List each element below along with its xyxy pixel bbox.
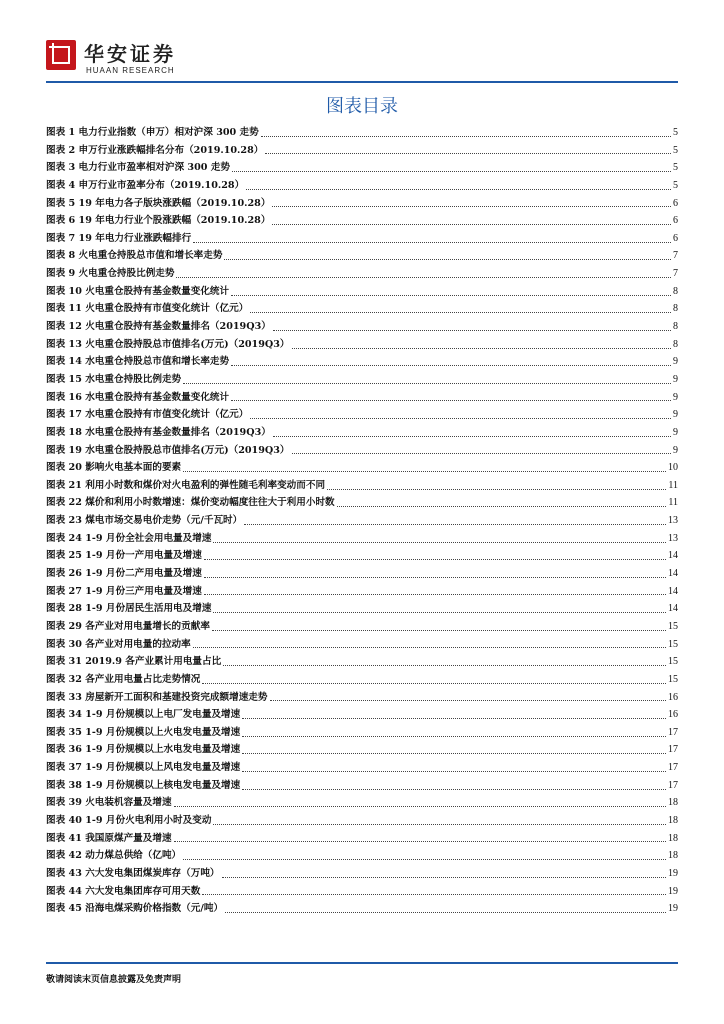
- toc-entry-page: 18: [668, 850, 678, 862]
- toc-leader-dots: [183, 382, 671, 384]
- toc-entry[interactable]: [46, 600, 678, 618]
- footer-disclaimer: 敬请阅读末页信息披露及免责声明: [46, 975, 182, 985]
- toc-entry-label: 图表 25 1-9 月份一产用电量及增速: [46, 550, 202, 562]
- toc-entry[interactable]: [46, 318, 678, 336]
- toc-entry[interactable]: [46, 442, 678, 460]
- toc-entry-label: 图表 24 1-9 月份全社会用电量及增速: [46, 532, 212, 544]
- toc-entry-label: 图表 9 火电重仓持股比例走势: [46, 268, 175, 280]
- toc-leader-dots: [242, 770, 666, 772]
- toc-entry-page: 15: [668, 656, 678, 668]
- toc-leader-dots: [231, 294, 671, 296]
- toc-entry-page: 15: [668, 638, 678, 650]
- toc-entry-label: 图表 32 各产业用电量占比走势情况: [46, 673, 201, 685]
- toc-entry[interactable]: [46, 636, 678, 654]
- toc-entry-page: 17: [668, 726, 678, 738]
- toc-entry[interactable]: [46, 724, 678, 742]
- toc-entry-label: 图表 43 六大发电集团煤炭库存（万吨）: [46, 867, 220, 879]
- toc-entry-page: 8: [673, 321, 678, 333]
- toc-entry-page: 19: [668, 903, 678, 915]
- toc-entry-page: 8: [673, 303, 678, 315]
- toc-leader-dots: [213, 541, 666, 543]
- toc-entry[interactable]: [46, 212, 678, 230]
- toc-entry[interactable]: [46, 406, 678, 424]
- toc-leader-dots: [242, 717, 666, 719]
- toc-entry[interactable]: [46, 230, 678, 248]
- toc-entry[interactable]: [46, 195, 678, 213]
- toc-entry[interactable]: [46, 618, 678, 636]
- toc-leader-dots: [292, 347, 671, 349]
- toc-leader-dots: [204, 558, 666, 560]
- toc-entry[interactable]: [46, 336, 678, 354]
- toc-leader-dots: [193, 646, 666, 648]
- toc-entry-page: 7: [673, 268, 678, 280]
- toc-entry-page: 5: [673, 127, 678, 138]
- toc-entry-page: 9: [673, 426, 678, 438]
- toc-leader-dots: [337, 505, 667, 507]
- toc-entry[interactable]: [46, 283, 678, 301]
- toc-entry[interactable]: [46, 847, 678, 865]
- toc-leader-dots: [193, 241, 671, 243]
- toc-entry[interactable]: [46, 565, 678, 583]
- toc-leader-dots: [183, 470, 666, 472]
- toc-entry[interactable]: [46, 689, 678, 707]
- toc-entry-page: 9: [673, 356, 678, 368]
- toc-entry[interactable]: [46, 247, 678, 265]
- toc-entry-page: 18: [668, 797, 678, 809]
- toc-entry-label: 图表 35 1-9 月份规模以上火电发电量及增速: [46, 726, 241, 738]
- toc-entry-page: 18: [668, 832, 678, 844]
- toc-entry-page: 9: [673, 444, 678, 456]
- toc-entry-label: 图表 10 火电重仓股持有基金数量变化统计: [46, 285, 230, 297]
- toc-leader-dots: [204, 576, 666, 578]
- toc-entry-label: 图表 16 水电重仓股持有基金数量变化统计: [46, 391, 230, 403]
- toc-entry-label: 图表 30 各产业对用电量的拉动率: [46, 638, 191, 650]
- toc-leader-dots: [204, 593, 666, 595]
- toc-entry-page: 6: [673, 197, 678, 209]
- toc-entry-label: 图表 44 六大发电集团库存可用天数: [46, 885, 201, 897]
- toc-entry-page: 5: [673, 162, 678, 174]
- toc-entry-page: 19: [668, 867, 678, 879]
- toc-entry-label: 图表 13 火电重仓股持股总市值排名(万元)（2019Q3）: [46, 338, 290, 350]
- toc-entry-page: 11: [668, 479, 678, 491]
- toc-entry[interactable]: [46, 177, 678, 195]
- toc-entry-page: 19: [668, 885, 678, 897]
- toc-entry-page: 14: [668, 550, 678, 562]
- toc-entry[interactable]: [46, 741, 678, 759]
- toc-entry-label: 图表 5 19 年电力各子版块涨跌幅（2019.10.28）: [46, 197, 271, 209]
- toc-entry[interactable]: [46, 424, 678, 442]
- toc-entry-label: 图表 8 火电重仓持股总市值和增长率走势: [46, 250, 223, 262]
- toc-entry[interactable]: [46, 371, 678, 389]
- toc-entry-page: 14: [668, 585, 678, 597]
- toc-entry-page: 14: [668, 568, 678, 580]
- toc-entry[interactable]: [46, 653, 678, 671]
- toc-entry-label: 图表 23 煤电市场交易电价走势（元/千瓦时）: [46, 515, 243, 527]
- toc-entry[interactable]: [46, 883, 678, 901]
- toc-entry[interactable]: [46, 159, 678, 177]
- toc-entry-page: 9: [673, 409, 678, 421]
- toc-entry[interactable]: [46, 530, 678, 548]
- toc-entry-label: 图表 31 2019.9 各产业累计用电量占比: [46, 656, 222, 668]
- toc-entry-label: 图表 14 水电重仓持股总市值和增长率走势: [46, 356, 230, 368]
- brand-name-cn: 华安证券: [84, 42, 176, 66]
- toc-leader-dots: [242, 788, 666, 790]
- toc-entry[interactable]: [46, 494, 678, 512]
- toc-leader-dots: [265, 152, 671, 154]
- toc-entry-page: 7: [673, 250, 678, 262]
- toc-entry[interactable]: [46, 706, 678, 724]
- toc-leader-dots: [244, 523, 666, 525]
- toc-entry[interactable]: [46, 759, 678, 777]
- toc-entry-label: 图表 2 申万行业涨跌幅排名分布（2019.10.28）: [46, 144, 264, 156]
- toc-entry-label: 图表 39 火电装机容量及增速: [46, 797, 172, 809]
- huaan-logo-icon: [46, 40, 76, 70]
- toc-leader-dots: [270, 699, 667, 701]
- toc-leader-dots: [213, 611, 666, 613]
- toc-leader-dots: [250, 417, 671, 419]
- toc-entry[interactable]: [46, 671, 678, 689]
- toc-entry-page: 9: [673, 391, 678, 403]
- toc-entry-page: 6: [673, 215, 678, 227]
- toc-entry[interactable]: [46, 265, 678, 283]
- toc-leader-dots: [231, 399, 671, 401]
- toc-entry-label: 图表 19 水电重仓股持股总市值排名(万元)（2019Q3）: [46, 444, 290, 456]
- toc-entry-label: 图表 21 利用小时数和煤价对火电盈利的弹性随毛利率变动而不同: [46, 479, 326, 491]
- toc-leader-dots: [224, 258, 671, 260]
- toc-leader-dots: [273, 435, 671, 437]
- toc-entry[interactable]: [46, 777, 678, 795]
- toc-entry-label: 图表 3 电力行业市盈率相对沪深 300 走势: [46, 162, 230, 174]
- toc-title: 图表目录: [326, 96, 398, 117]
- toc-entry-page: 10: [668, 462, 678, 474]
- toc-leader-dots: [225, 911, 666, 913]
- toc-entry[interactable]: [46, 812, 678, 830]
- toc-leader-dots: [261, 135, 671, 137]
- toc-entry-page: 17: [668, 744, 678, 756]
- toc-entry[interactable]: [46, 794, 678, 812]
- toc-entry-label: 图表 40 1-9 月份火电利用小时及变动: [46, 814, 212, 826]
- toc-entry[interactable]: [46, 547, 678, 565]
- toc-leader-dots: [272, 205, 671, 207]
- toc-entry-page: 15: [668, 620, 678, 632]
- toc-entry-label: 图表 38 1-9 月份规模以上核电发电量及增速: [46, 779, 241, 791]
- toc-leader-dots: [273, 329, 671, 331]
- toc-list: [46, 124, 678, 918]
- toc-leader-dots: [327, 488, 666, 490]
- toc-entry-label: 图表 22 煤价和利用小时数增速：煤价变动幅度往往大于利用小时数: [46, 497, 335, 509]
- toc-entry[interactable]: [46, 300, 678, 318]
- toc-entry-label: 图表 34 1-9 月份规模以上电厂发电量及增速: [46, 709, 241, 721]
- toc-entry-label: 图表 17 水电重仓股持有市值变化统计（亿元）: [46, 409, 249, 421]
- report-header: [46, 40, 678, 86]
- toc-entry[interactable]: [46, 900, 678, 918]
- toc-entry-label: 图表 18 水电重仓股持有基金数量排名（2019Q3）: [46, 426, 271, 438]
- toc-entry[interactable]: [46, 512, 678, 530]
- toc-entry-page: 9: [673, 373, 678, 385]
- toc-entry[interactable]: [46, 583, 678, 601]
- toc-entry[interactable]: [46, 353, 678, 371]
- toc-entry-label: 图表 12 火电重仓股持有基金数量排名（2019Q3）: [46, 321, 271, 333]
- toc-leader-dots: [174, 840, 666, 842]
- toc-entry-page: 17: [668, 779, 678, 791]
- toc-entry[interactable]: [46, 124, 678, 142]
- toc-entry-label: 图表 36 1-9 月份规模以上水电发电量及增速: [46, 744, 241, 756]
- toc-leader-dots: [231, 364, 671, 366]
- toc-entry-page: 17: [668, 762, 678, 774]
- toc-leader-dots: [202, 682, 666, 684]
- footer-divider: [46, 962, 678, 964]
- toc-leader-dots: [223, 664, 666, 666]
- toc-entry-label: 图表 28 1-9 月份居民生活用电及增速: [46, 603, 212, 615]
- toc-leader-dots: [222, 876, 666, 878]
- toc-entry-label: 图表 27 1-9 月份三产用电量及增速: [46, 585, 202, 597]
- toc-entry-page: 16: [668, 691, 678, 703]
- toc-entry-page: 13: [668, 515, 678, 527]
- toc-entry-page: 13: [668, 532, 678, 544]
- toc-leader-dots: [176, 276, 671, 278]
- toc-entry-label: 图表 4 申万行业市盈率分布（2019.10.28）: [46, 179, 245, 191]
- toc-entry-page: 6: [673, 232, 678, 244]
- brand-name-en: HUAAN RESEARCH: [86, 66, 175, 75]
- toc-entry-page: 8: [673, 338, 678, 350]
- toc-entry[interactable]: [46, 389, 678, 407]
- toc-leader-dots: [242, 735, 666, 737]
- toc-entry-label: 图表 29 各产业对用电量增长的贡献率: [46, 620, 210, 632]
- toc-entry-page: 11: [668, 497, 678, 509]
- toc-entry-page: 16: [668, 709, 678, 721]
- toc-entry-label: 图表 45 沿海电煤采购价格指数（元/吨）: [46, 903, 224, 915]
- toc-leader-dots: [232, 170, 671, 172]
- toc-leader-dots: [292, 452, 671, 454]
- toc-entry[interactable]: [46, 865, 678, 883]
- toc-leader-dots: [212, 629, 666, 631]
- toc-entry-page: 18: [668, 814, 678, 826]
- toc-entry[interactable]: [46, 830, 678, 848]
- toc-entry-page: 8: [673, 285, 678, 297]
- toc-leader-dots: [202, 893, 666, 895]
- toc-leader-dots: [272, 223, 671, 225]
- toc-entry-label: 图表 33 房屋新开工面积和基建投资完成额增速走势: [46, 691, 268, 703]
- toc-leader-dots: [213, 823, 666, 825]
- toc-entry-label: 图表 41 我国原煤产量及增速: [46, 832, 172, 844]
- toc-entry-page: 5: [673, 144, 678, 156]
- toc-entry-page: 14: [668, 603, 678, 615]
- toc-entry-label: 图表 20 影响火电基本面的要素: [46, 462, 182, 474]
- toc-entry[interactable]: [46, 477, 678, 495]
- toc-entry-label: 图表 26 1-9 月份二产用电量及增速: [46, 568, 202, 580]
- toc-leader-dots: [250, 311, 671, 313]
- toc-entry[interactable]: [46, 459, 678, 477]
- toc-entry-label: 图表 15 水电重仓持股比例走势: [46, 373, 182, 385]
- toc-entry-page: 5: [673, 179, 678, 191]
- toc-leader-dots: [183, 858, 666, 860]
- toc-entry-label: 图表 7 19 年电力行业涨跌幅排行: [46, 232, 192, 244]
- toc-entry-label: 图表 42 动力煤总供给（亿吨）: [46, 850, 182, 862]
- toc-entry[interactable]: [46, 142, 678, 160]
- toc-entry-page: 15: [668, 673, 678, 685]
- toc-entry-label: 图表 1 电力行业指数（申万）相对沪深 300 走势: [46, 127, 259, 138]
- toc-entry-label: 图表 37 1-9 月份规模以上风电发电量及增速: [46, 762, 241, 774]
- toc-entry-label: 图表 6 19 年电力行业个股涨跌幅（2019.10.28）: [46, 215, 271, 227]
- header-divider: [46, 81, 678, 83]
- toc-leader-dots: [246, 188, 671, 190]
- toc-entry-label: 图表 11 火电重仓股持有市值变化统计（亿元）: [46, 303, 249, 315]
- toc-leader-dots: [174, 805, 666, 807]
- toc-leader-dots: [242, 752, 666, 754]
